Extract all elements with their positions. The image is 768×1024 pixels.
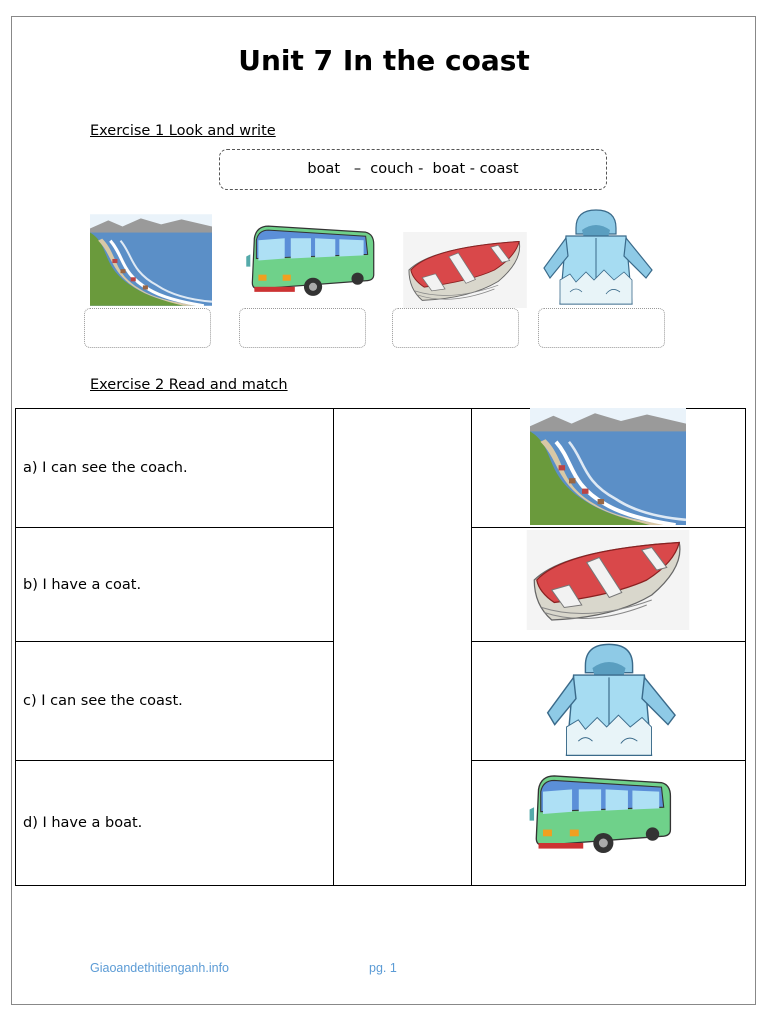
table-row	[16, 409, 746, 528]
footer-site: Giaoandethitienganh.info	[90, 961, 230, 975]
sentence-c: c) I can see the coast.	[16, 642, 334, 761]
page-title: Unit 7 In the coast	[238, 44, 530, 77]
coast-picture	[90, 214, 212, 306]
bus-picture	[527, 767, 673, 862]
footer-page-number: pg. 1	[369, 961, 397, 975]
rowboat-picture	[402, 232, 528, 308]
answer-box-4[interactable]	[538, 308, 665, 348]
word-box: boat – couch - boat - coast	[219, 149, 607, 190]
matching-space[interactable]	[334, 409, 472, 886]
raincoat-picture	[534, 642, 684, 760]
sentence-d: d) I have a boat.	[16, 761, 334, 886]
sentence-b: b) I have a coat.	[16, 528, 334, 642]
sentence-a: a) I can see the coach.	[16, 409, 334, 528]
answer-box-1[interactable]	[84, 308, 211, 348]
raincoat-picture	[535, 208, 657, 308]
exercise2-label: Exercise 2 Read and match	[90, 377, 288, 393]
match-table	[15, 408, 746, 886]
coast-picture	[530, 408, 686, 525]
rowboat-picture	[524, 530, 692, 630]
answer-box-2[interactable]	[239, 308, 366, 348]
exercise1-label: Exercise 1 Look and write	[90, 123, 276, 139]
answer-box-3[interactable]	[392, 308, 519, 348]
bus-picture	[244, 218, 376, 304]
